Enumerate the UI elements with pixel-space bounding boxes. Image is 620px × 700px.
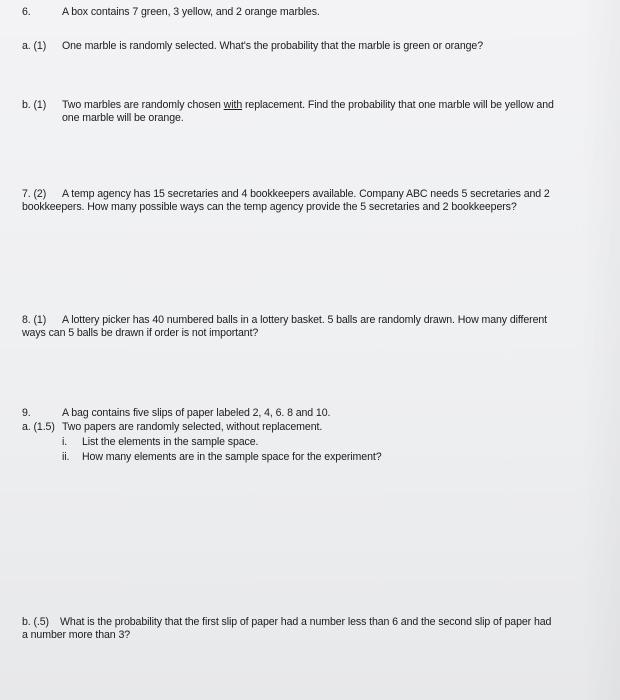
question-9a-i-label: i. [62, 436, 68, 448]
question-6b-text-before: Two marbles are randomly chosen [62, 99, 224, 111]
question-6b [22, 99, 554, 112]
question-9b-label: b. (.5) [22, 616, 49, 628]
question-6b-text-underlined: with [223, 99, 243, 111]
question-8-line2: ways can 5 balls be drawn if order is not important? [22, 327, 259, 339]
question-7-line1 [22, 188, 550, 201]
question-6-number: 6. [22, 6, 31, 18]
question-9-header [22, 407, 330, 420]
question-9a-ii [62, 451, 382, 464]
question-9-stem: A bag contains five slips of paper labeled 2, 4, 6. 8 and 10. [62, 407, 331, 419]
question-9a-ii-label: ii. [62, 451, 70, 463]
page-edge-shadow [580, 0, 620, 700]
question-9b-line1 [22, 616, 551, 629]
question-8-line1 [22, 314, 547, 327]
question-9-number: 9. [22, 407, 31, 419]
question-9a-text: Two papers are randomly selected, without replacement. [62, 421, 323, 433]
question-6a [22, 40, 483, 53]
question-6b-text-after: replacement. Find the probability that one marble will be yellow and [242, 99, 554, 111]
question-9a-i [62, 436, 258, 449]
question-6-header [22, 6, 320, 19]
question-8-text-line1: A lottery picker has 40 numbered balls in a lottery basket. 5 balls are randomly drawn. How many different [62, 314, 548, 326]
question-7-label: 7. (2) [22, 188, 47, 200]
question-9a-ii-text: How many elements are in the sample space for the experiment? [82, 451, 382, 463]
question-6a-label: a. (1) [22, 40, 47, 52]
question-9a-i-text: List the elements in the sample space. [82, 436, 259, 448]
question-9b-text-line1: What is the probability that the first slip of paper had a number less than 6 and the second slip of paper had [60, 616, 552, 628]
question-6a-text: One marble is randomly selected. What's the probability that the marble is green or orange? [62, 40, 484, 52]
question-9a-label: a. (1.5) [22, 421, 55, 433]
question-8-label: 8. (1) [22, 314, 47, 326]
question-7-line2: bookkeepers. How many possible ways can the temp agency provide the 5 secretaries and 2 bookkeepers? [22, 201, 517, 213]
question-6b-line2: one marble will be orange. [62, 112, 184, 124]
question-7-text-line1: A temp agency has 15 secretaries and 4 bookkeepers available. Company ABC needs 5 secretaries and 2 [62, 188, 550, 200]
question-9a [22, 421, 322, 434]
question-9b-line2: a number more than 3? [22, 629, 131, 641]
question-6-stem: A box contains 7 green, 3 yellow, and 2 orange marbles. [62, 6, 320, 18]
question-6b-label: b. (1) [22, 99, 47, 111]
